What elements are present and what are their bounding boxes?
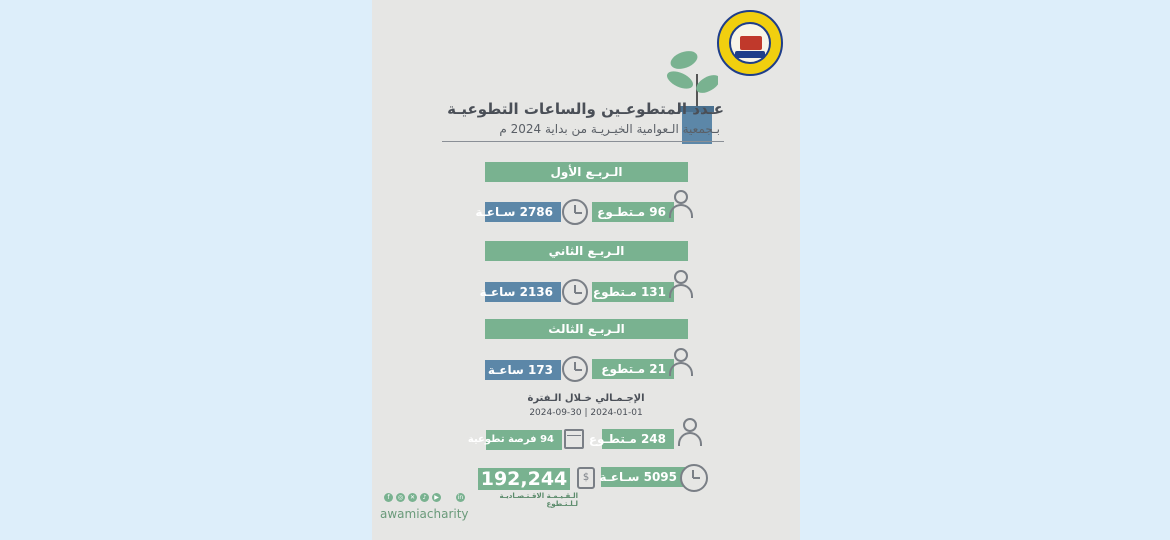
quarter-3-volunteers: 21 مـتطوع bbox=[592, 359, 674, 379]
social-handle: awamiacharity bbox=[380, 507, 469, 521]
calendar-icon bbox=[564, 429, 584, 449]
economic-value: 192,244 bbox=[478, 468, 570, 490]
charity-logo bbox=[717, 10, 783, 76]
person-icon bbox=[668, 270, 694, 300]
youtube-icon[interactable]: ▶ bbox=[432, 493, 441, 502]
total-opportunities: 94 فرصة تطوعية bbox=[486, 430, 562, 450]
total-volunteers: 248 مـتطـوع bbox=[602, 429, 674, 449]
facebook-icon[interactable]: f bbox=[384, 493, 393, 502]
person-icon bbox=[677, 418, 703, 448]
quarter-1-volunteers: 96 مـتطـوع bbox=[592, 202, 674, 222]
quarter-1-hours: 2786 سـاعـة bbox=[485, 202, 561, 222]
clock-icon bbox=[680, 464, 708, 492]
quarter-2-header: الـربـع الثاني bbox=[485, 241, 688, 261]
quarter-2-hours: 2136 ساعـة bbox=[485, 282, 561, 302]
social-icons bbox=[384, 493, 465, 502]
page-subtitle: بـجمعية الـعوامية الخيـريـة من بداية 2024 م bbox=[499, 122, 720, 136]
economic-value-label: الـقـيـمـة الاقـتـصـاديـة لـلـتـطوع bbox=[499, 492, 578, 508]
instagram-icon[interactable]: ◎ bbox=[397, 494, 404, 501]
clock-icon bbox=[562, 199, 588, 225]
quarter-3-hours: 173 ساعـة bbox=[485, 360, 561, 380]
person-icon bbox=[668, 348, 694, 378]
quarter-2-volunteers: 131 مـتطوع bbox=[592, 282, 674, 302]
page-title: عـدد المتطوعـين والساعات التطوعيـة bbox=[447, 100, 724, 118]
divider bbox=[442, 141, 724, 142]
infographic-poster bbox=[372, 0, 800, 540]
tiktok-icon[interactable]: ♪ bbox=[420, 493, 429, 502]
quarter-1-header: الـربـع الأول bbox=[485, 162, 688, 182]
linkedin-icon[interactable]: in bbox=[457, 494, 464, 501]
total-title: الإجـمـالي خـلال الـفترة bbox=[527, 393, 645, 404]
total-hours: 5095 سـاعـة bbox=[601, 467, 685, 487]
clock-icon bbox=[562, 279, 588, 305]
period-dates: 2024-09-30 | 2024-01-01 bbox=[529, 408, 643, 418]
person-icon bbox=[668, 190, 694, 220]
clock-icon bbox=[562, 356, 588, 382]
money-document-icon: $ bbox=[577, 467, 595, 489]
quarter-3-header: الـربـع الثالث bbox=[485, 319, 688, 339]
x-icon[interactable]: ✕ bbox=[409, 494, 416, 501]
